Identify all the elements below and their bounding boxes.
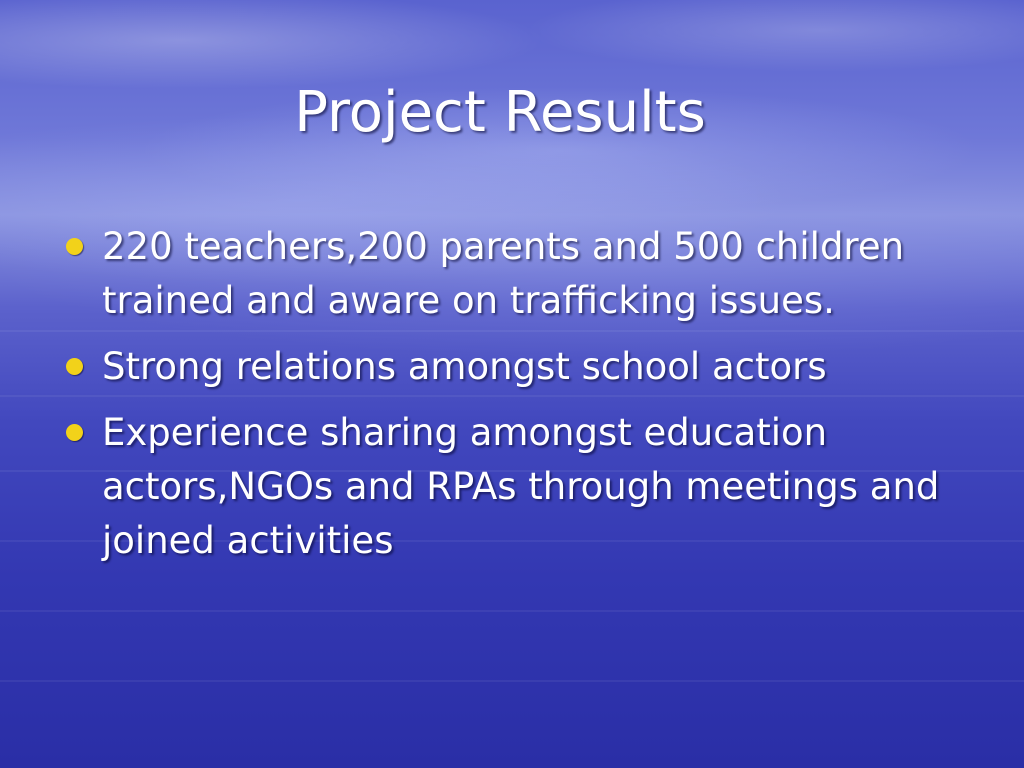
bullet-item [60,220,990,328]
bullet-list [60,220,990,580]
bullet-item [60,406,990,568]
slide-title: Project Results [294,80,706,145]
bullet-text: 220 teachers,200 parents and 500 children trained and aware on trafficking issues. [102,225,905,322]
bullet-text: Experience sharing amongst education actors,NGOs and RPAs through meetings and joined activities [102,411,940,562]
bullet-item [60,340,990,394]
bullet-dot-icon [66,238,83,255]
bullet-dot-icon [66,358,83,375]
bullet-dot-icon [66,424,83,441]
background-wave [0,610,1024,612]
bullet-text: Strong relations amongst school actors [102,345,827,388]
background-wave [0,680,1024,682]
